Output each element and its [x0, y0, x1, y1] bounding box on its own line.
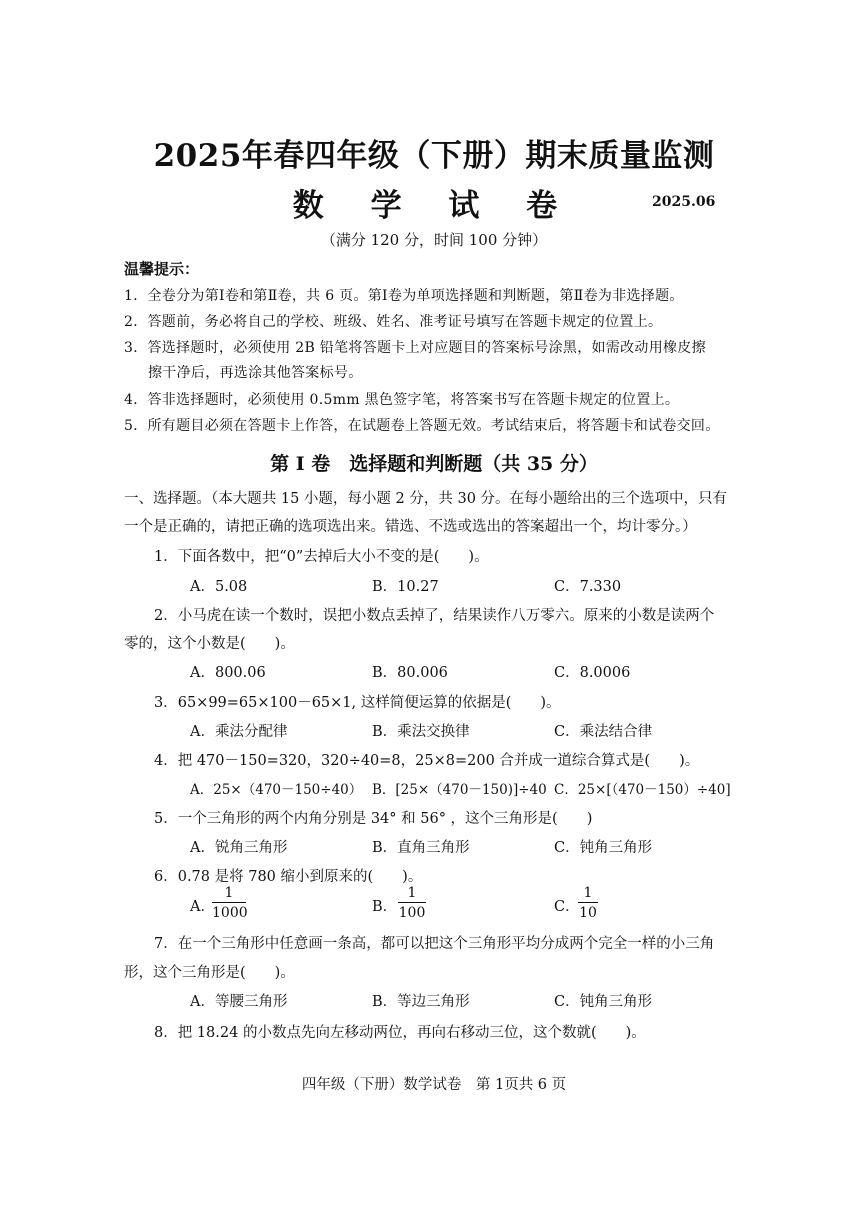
fraction-numerator: 1: [407, 885, 417, 901]
fraction-numerator: 1: [583, 885, 593, 901]
question-2-option-c: C．8.0006: [554, 665, 631, 681]
question-3-option-a: A．乘法分配律: [190, 724, 288, 740]
question-6-option-b-fraction: [398, 885, 426, 921]
question-1-option-a: A．5.08: [190, 579, 248, 595]
question-4-option-b: B．[25×（470－150)]÷40: [372, 782, 547, 798]
question-5-option-b: B．直角三角形: [372, 840, 470, 856]
fraction-bar: [398, 902, 426, 903]
fraction-denominator: 1000: [212, 905, 248, 921]
question-4-stem: 4．把 470－150=320，320÷40=8，25×8=200 合并成一道综合算式是( )。: [154, 753, 700, 769]
question-2-stem-line-2: 零的，这个小数是( )。: [124, 636, 295, 652]
question-7-option-b: B．等边三角形: [372, 994, 470, 1010]
tip-line-3-cont: 擦干净后，再选涂其他答案标号。: [148, 365, 363, 381]
question-2-option-a: A．800.06: [190, 665, 266, 681]
score-time-note: （满分 120 分，时间 100 分钟）: [320, 231, 548, 249]
page-footer: 四年级（下册）数学试卷 第 1页共 6 页: [301, 1077, 567, 1093]
tip-line-2: 2．答题前，务必将自己的学校、班级、姓名、准考证号填写在答题卡规定的位置上。: [124, 314, 663, 330]
question-8-stem: 8．把 18.24 的小数点先向左移动两位，再向右移动三位，这个数就( )。: [154, 1025, 646, 1041]
question-3-option-c: C．乘法结合律: [554, 724, 653, 740]
question-7-option-c: C．钝角三角形: [554, 994, 653, 1010]
question-7-option-a: A．等腰三角形: [190, 994, 288, 1010]
section-intro-line-2: 一个是正确的，请把正确的选项选出来。错选、不选或选出的答案超出一个，均计零分。）: [124, 519, 697, 535]
section-title: 第 I 卷 选择题和判断题（共 35 分）: [270, 453, 598, 475]
fraction-bar: [578, 902, 598, 903]
question-5-stem: 5．一个三角形的两个内角分别是 34° 和 56° ，这个三角形是( ): [154, 811, 593, 827]
fraction-denominator: 100: [398, 905, 426, 921]
section-intro-line-1: 一、选择题。（本大题共 15 小题，每小题 2 分，共 30 分。在每小题给出的三个选项中，只有: [124, 491, 728, 507]
question-7-stem-line-2: 形，这个三角形是( )。: [124, 965, 295, 981]
question-1-option-c: C．7.330: [554, 579, 622, 595]
fraction-denominator: 10: [579, 905, 597, 921]
tips-heading: 温馨提示：: [124, 260, 200, 278]
exam-date: 2025.06: [652, 194, 716, 210]
question-6-option-a-fraction: [212, 885, 246, 921]
exam-title: 2025年春四年级（下册）期末质量监测: [153, 138, 715, 174]
question-2-option-b: B．80.006: [372, 665, 448, 681]
question-2-stem-line-1: 2．小马虎在读一个数时，误把小数点丢掉了，结果读作八万零六。原来的小数是读两个: [154, 608, 715, 624]
question-3-stem: 3．65×99=65×100－65×1, 这样简便运算的依据是( )。: [154, 695, 561, 711]
question-1-option-b: B．10.27: [372, 579, 439, 595]
question-1-stem: 1．下面各数中，把“0”去掉后大小不变的是( )。: [154, 549, 489, 565]
question-6-stem: 6．0.78 是将 780 缩小到原来的( )。: [154, 869, 423, 885]
fraction-bar: [212, 902, 246, 903]
question-4-option-a: A．25×（470－150÷40）: [190, 782, 363, 798]
fraction-numerator: 1: [224, 885, 234, 901]
question-6-option-c-fraction: [578, 885, 598, 921]
exam-subtitle: 数 学 试 卷: [292, 188, 576, 224]
tip-line-4: 4．答非选择题时，必须使用 0.5mm 黑色签字笔，将答案书写在答题卡规定的位置上。: [124, 392, 680, 408]
tip-line-1: 1．全卷分为第Ⅰ卷和第Ⅱ卷，共 6 页。第Ⅰ卷为单项选择题和判断题，第Ⅱ卷为非选择题。: [124, 288, 684, 304]
question-3-option-b: B．乘法交换律: [372, 724, 470, 740]
question-5-option-c: C．钝角三角形: [554, 840, 653, 856]
question-6-option-a-label: A．: [190, 899, 215, 915]
question-7-stem-line-1: 7．在一个三角形中任意画一条高，都可以把这个三角形平均分成两个完全一样的小三角: [154, 936, 715, 952]
question-6-option-b-label: B．: [372, 899, 398, 915]
tip-line-3: 3．答选择题时，必须使用 2B 铅笔将答题卡上对应题目的答案标号涂黑，如需改动用橡皮擦: [124, 340, 706, 356]
question-6-option-c-label: C．: [554, 899, 580, 915]
tip-line-5: 5．所有题目必须在答题卡上作答，在试题卷上答题无效。考试结束后，将答题卡和试卷交回。: [124, 418, 720, 434]
question-5-option-a: A．锐角三角形: [190, 840, 288, 856]
question-4-option-c: C．25×[（470－150）÷40]: [554, 782, 731, 798]
